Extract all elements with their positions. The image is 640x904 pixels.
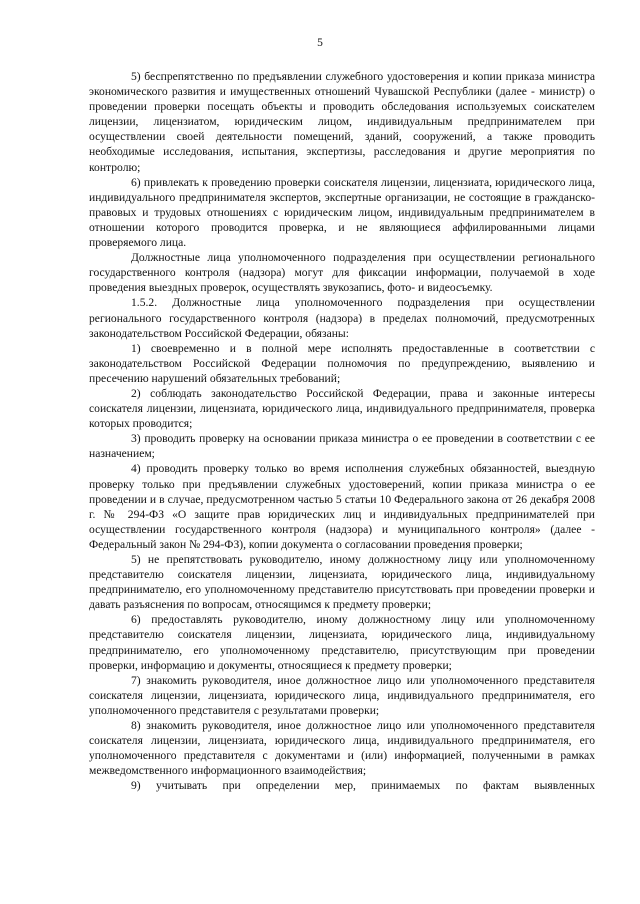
- paragraph-duty-1: 1) своевременно и в полной мере исполнять предоставленные в соответствии с законодательством Российской Федерации полномочия по предупреждению, выявлению и пресечению нарушений обязательных требований;: [89, 341, 595, 385]
- paragraph-recording: Должностные лица уполномоченного подразделения при осуществлении регионального государственного контроля (надзора) могут для фиксации информации, получаемой в ходе проведения выездных проверок, осуществлять звукозапись, фото- и видеосъемку.: [89, 251, 595, 295]
- paragraph-duty-7: 7) знакомить руководителя, иное должностное лицо или уполномоченного представителя соискателя лицензии, лицензиата, юридического лица, индивидуального предпринимателя, его уполномоченного представителя с результатами проверки;: [89, 673, 595, 717]
- paragraph-duty-2: 2) соблюдать законодательство Российской Федерации, права и законные интересы соискателя лицензии, лицензиата, юридического лица, индивидуального предпринимателя, проверка которых проводится;: [89, 386, 595, 431]
- paragraph-1-5-2-duties: 1.5.2. Должностные лица уполномоченного подразделения при осуществлении регионального государственного контроля (надзора) в пределах полномочий, предусмотренных законодательством Российской Федерации, обязаны:: [89, 296, 595, 340]
- paragraph-duty-9: 9) учитывать при определении мер, принимаемых по фактам выявленных: [131, 779, 595, 793]
- paragraph-duty-6: 6) предоставлять руководителю, иному должностному лицу или уполномоченному представителю соискателя лицензии, лицензиата, юридического лица, индивидуальному предпринимателю, его уполномоченному представителю, присутствующим при проведении проверки, информацию и документы, относящиеся к предмету проверки;: [89, 613, 595, 672]
- paragraph-5-inspection-access: 5) беспрепятственно по предъявлении служебного удостоверения и копии приказа министра экономического развития и имущественных отношений Чувашской Республики (далее - министр) о проведении проверки посещать объекты и проводить обследования используемых соискателем лицензии, лицензиатом, юридическим лицом, индивидуальным предпринимателем при осуществлении своей деятельности помещений, зданий, сооружений, а также проводить необходимые исследования, испытания, экспертизы, расследования и другие мероприятия по контролю;: [89, 70, 595, 174]
- document-body: [89, 69, 595, 794]
- paragraph-duty-8: 8) знакомить руководителя, иное должностное лицо или уполномоченного представителя соискателя лицензии, лицензиата, юридического лица, индивидуального предпринимателя, его уполномоченного представителя с документами и (или) информацией, полученными в рамках межведомственного информационного взаимодействия;: [89, 719, 595, 778]
- paragraph-duty-5: 5) не препятствовать руководителю, иному должностному лицу или уполномоченному представителю соискателя лицензии, лицензиата, юридического лица, индивидуальному предпринимателю, его уполномоченному представителю присутствовать при проведении проверки и давать разъяснения по вопросам, относящимся к предмету проверки;: [89, 553, 595, 612]
- paragraph-6-experts: 6) привлекать к проведению проверки соискателя лицензии, лицензиата, юридического лица, индивидуального предпринимателя экспертов, экспертные организации, не состоящие в гражданско-правовых и трудовых отношениях с юридическим лицом, индивидуальным предпринимателем в отношении которого проводится проверка, и не являющиеся аффилированными лицами проверяемого лица.: [89, 175, 595, 250]
- paragraph-duty-3: 3) проводить проверку на основании приказа министра о ее проведении в соответствии с ее назначением;: [89, 432, 595, 461]
- paragraph-duty-4: 4) проводить проверку только во время исполнения служебных обязанностей, выездную проверку только при предъявлении служебных удостоверений, копии приказа министра о ее проведении и в случае, предусмотренном частью 5 статьи 10 Федерального закона от 26 декабря 2008 г. № 294-ФЗ «О защите прав юридических лиц и индивидуальных предпринимателей при осуществлении государственного контроля (надзора) и муниципального контроля» (далее - Федеральный закон № 294-ФЗ), копии документа о согласовании проведения проверки;: [89, 462, 595, 551]
- page-number: 5: [317, 37, 323, 49]
